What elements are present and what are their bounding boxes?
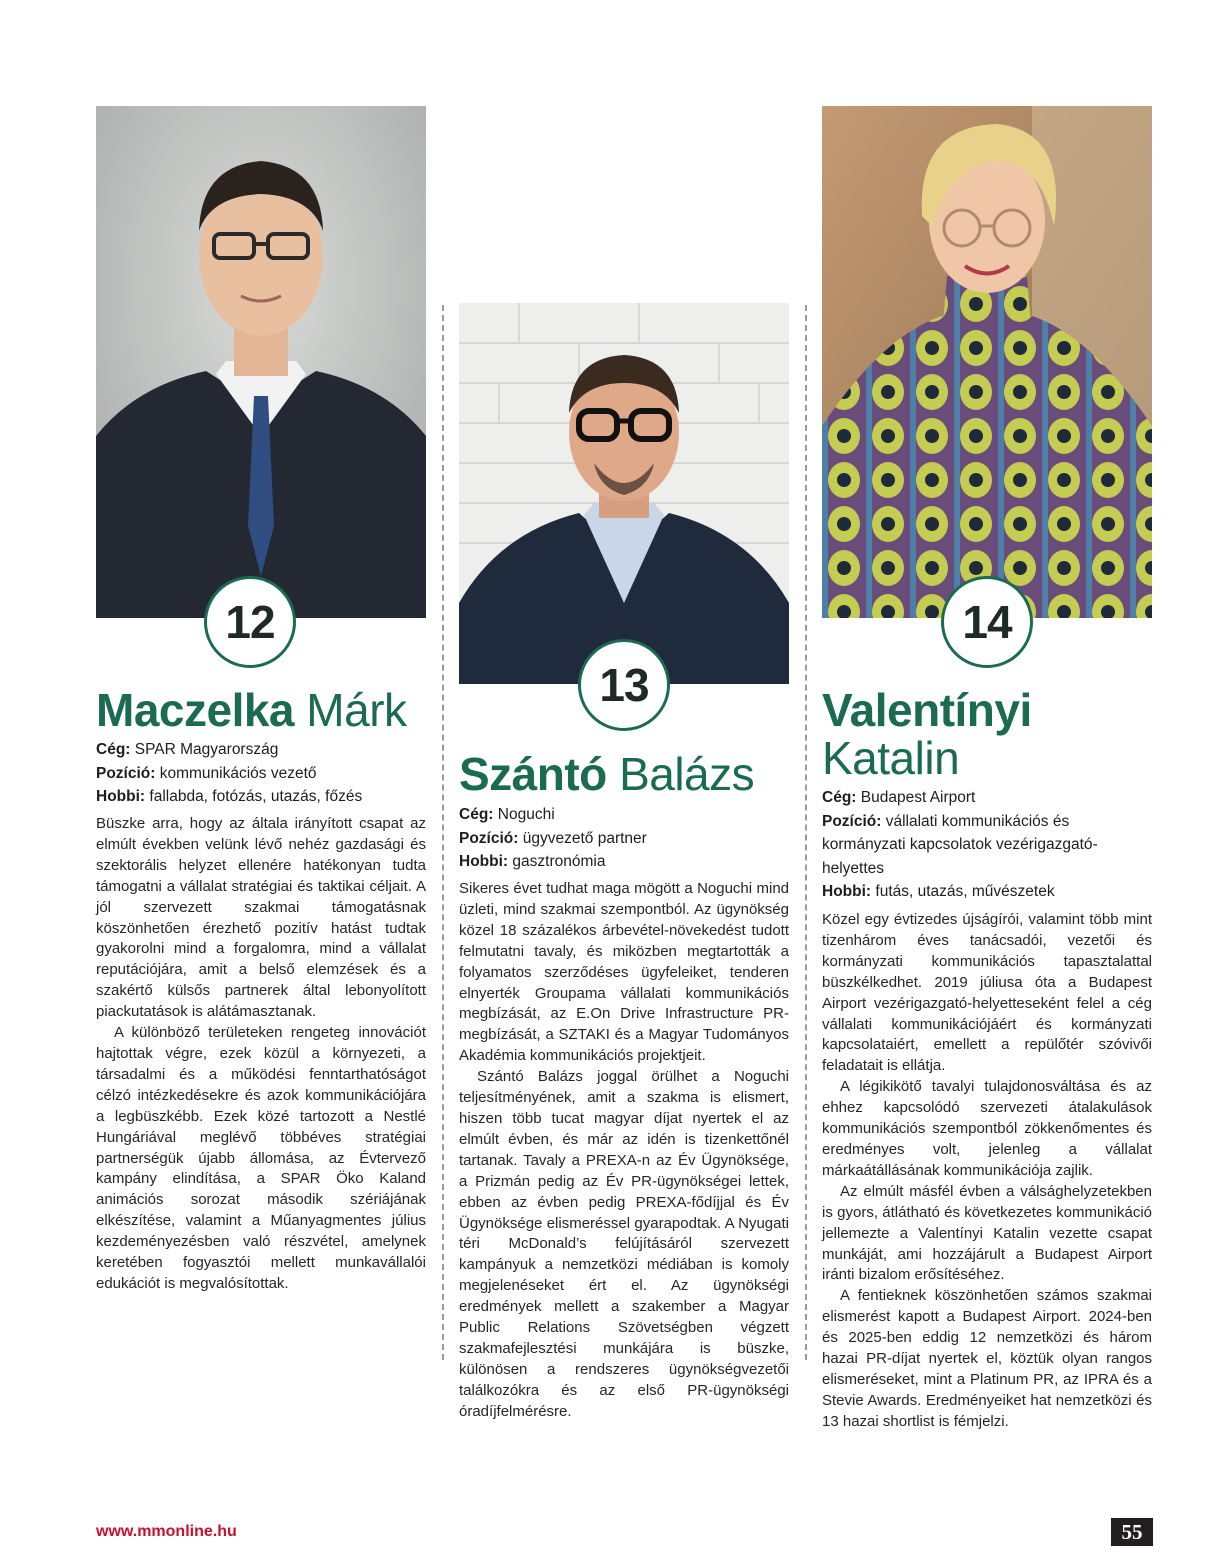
position-row: Pozíció: kommunikációs vezető	[96, 764, 317, 782]
last-name: Szántó	[459, 748, 607, 800]
hobby-value: fallabda, fotózás, utazás, főzés	[149, 788, 363, 805]
last-name: Valentínyi	[822, 684, 1032, 736]
first-name: Katalin	[822, 732, 960, 784]
website-link[interactable]: www.mmonline.hu	[96, 1523, 237, 1540]
position-value: vállalati kommunikációs és kormányzati kapcsolatok vezérigazgató-helyettes	[822, 812, 1098, 877]
company-value: Noguchi	[497, 806, 555, 823]
rank-badge	[204, 576, 296, 668]
paragraph: Közel egy évtizedes újságírói, valamint több mint tizenhárom éves tanácsadói, vezetői és kormányzati kommunikációs tapasztalattal büszkélkedhet. 2019 júliusa óta a Budapest Airport vezérigazgató-helyetteseként felel a cég vállalati kommunikációjáért és kormányzati kapcsolataiért, emellett a repülőtér szóvivői feladatait is ellátja.	[822, 911, 1152, 1075]
company-row: Cég: Noguchi	[459, 806, 555, 823]
person-details	[822, 786, 1122, 904]
company-row: Cég: Budapest Airport	[822, 789, 976, 806]
position-value: ügyvezető partner	[522, 829, 647, 847]
paragraph: A légikikötő tavalyi tulajdonosváltása és az ehhez kapcsolódó szervezeti átalakulások kommunikációs szempontból zökkenőmentes és eredményes volt, jelenleg a vállalat márkaátállásának kommunikációja zajlik.	[822, 1078, 1152, 1179]
rank-badge	[578, 639, 670, 731]
paragraph: A különböző területeken rengeteg innovációt hajtottak végre, ezek közül a környezeti, a társadalmi és a működési fenntarthatóságot célzó intézkedésekre és azok kommunikációjára a legbüszkébb. Ezek közé tartozott a Nestlé Hungáriával meglévő többéves stratégiai partnerségük újabb állomása, az Évtervező kampány elindítása, a SPAR Öko Kaland animációs sorozat második szériájának elkészítése, valamint a Műanyagmentes július kezdeményezésben való részvétel, amelynek keretében fogyasztói mellett munkavállalói edukációt is megvalósítottak.	[96, 1024, 426, 1292]
profile-text	[96, 814, 426, 1295]
hobby-row: Hobbi: gasztronómia	[459, 853, 606, 870]
column-divider	[805, 305, 807, 1360]
portrait-photo-maczelka	[96, 106, 426, 618]
first-name: Márk	[306, 684, 407, 736]
column-divider	[442, 305, 444, 1360]
page-number: 55	[1111, 1518, 1153, 1546]
first-name: Balázs	[619, 748, 755, 800]
person-name	[96, 686, 407, 734]
position-value: kommunikációs vezető	[159, 764, 317, 782]
position-row: Pozíció: vállalati kommunikációs és kormányzati kapcsolatok vezérigazgató-helyettes	[822, 812, 1098, 877]
rank-number: 14	[962, 596, 1012, 648]
paragraph: A fentieknek köszönhetően számos szakmai elismerést kapott a Budapest Airport. 2024-ben és 2025-ben eddig 12 nemzetközi és három hazai PR-díjat nyertek el, köztük olyan rangos elismeréseket, mint a Platinum PR, az IPRA és a Stevie Awards. Eredményeiket hat nemzetközi és 13 hazai shortlist is fémjelzi.	[822, 1287, 1152, 1430]
company-value: SPAR Magyarország	[134, 741, 279, 758]
person-name	[822, 686, 1032, 782]
rank-badge	[941, 576, 1033, 668]
rank-number: 12	[225, 596, 275, 648]
hobby-value: futás, utazás, művészetek	[875, 883, 1055, 900]
company-value: Budapest Airport	[860, 789, 976, 806]
hobby-row: Hobbi: fallabda, fotózás, utazás, főzés	[96, 788, 363, 805]
rank-number: 13	[599, 659, 649, 711]
company-row: Cég: SPAR Magyarország	[96, 741, 279, 758]
portrait-photo-szanto	[459, 303, 789, 684]
person-name	[459, 750, 754, 798]
hobby-row: Hobbi: futás, utazás, művészetek	[822, 883, 1055, 900]
person-details	[459, 803, 789, 874]
portrait-photo-valentinyi	[822, 106, 1152, 618]
paragraph: Az elmúlt másfél évben a válsághelyzetekben is gyors, átlátható és következetes kommunikáció jellemezte a Valentínyi Katalin vezette csapat munkáját, ami hozzájárult a Budapest Airport iránti bizalom erősítéséhez.	[822, 1182, 1152, 1284]
hobby-value: gasztronómia	[512, 853, 606, 870]
profile-text	[822, 910, 1152, 1433]
paragraph: Sikeres évet tudhat maga mögött a Noguchi mind üzleti, mind szakmai szempontból. Az ügynökség közel 18 százalékos árbevétel-növekedést tudott felmutatni tavaly, és miközben megtartották a folyamatos szerződéses ügyfeleiket, tenderen elnyerték Groupama vállalati kommunikációs megbízását, az E.On Drive Infrastructure PR-megbízását, a SZTAKI és a Magyar Tudományos Akadémia kommunikációs projektjeit.	[459, 880, 789, 1065]
profile-text	[459, 879, 789, 1423]
paragraph: Szántó Balázs joggal örülhet a Noguchi teljesítményének, amit a szakma is elismert, hiszen több tucat magyar díjat nyertek el az elmúlt évben, és már az idén is tizenkettőnél tartanak. Tavaly a PREXA-n az Év Ügynöksége, a Prizmán pedig az Év PR-ügynökségei lettek, ebben az évben pedig PREXA-fődíjjal és Év Ügynöksége elismeréssel gyarapodtak. A Nyugati téri McDonald’s felújításáról szervezett kampányuk a nemzetközi médiában is komoly megjelenéseket ért el. Az ügynökségi eredmények mellett a szakember a Magyar Public Relations Szövetségben végzett szakmafejlesztési munkájára is büszke, különösen a rendszeres ügynökségvezetői találkozókra és az első PR-ügynökségi óradíjfelmérésre.	[459, 1068, 789, 1420]
last-name: Maczelka	[96, 684, 295, 736]
person-details	[96, 738, 426, 809]
paragraph: Büszke arra, hogy az általa irányított csapat az elmúlt években velünk lévő nehéz gazdasági és szektorális helyzet ellenére hatékonyan tudta támogatni a vállalat stratégiai és taktikai céljait. A jól szervezett szakmai támogatásnak köszönhetően érezhető pozitív hatást tudtak gyakorolni mind a forgalomra, mind a vállalat reputációjára, amit a belső elemzések és a szakértő külsős partnerek által lebonyolított piackutatások is alátámasztanak.	[96, 815, 426, 1021]
position-row: Pozíció: ügyvezető partner	[459, 829, 647, 847]
